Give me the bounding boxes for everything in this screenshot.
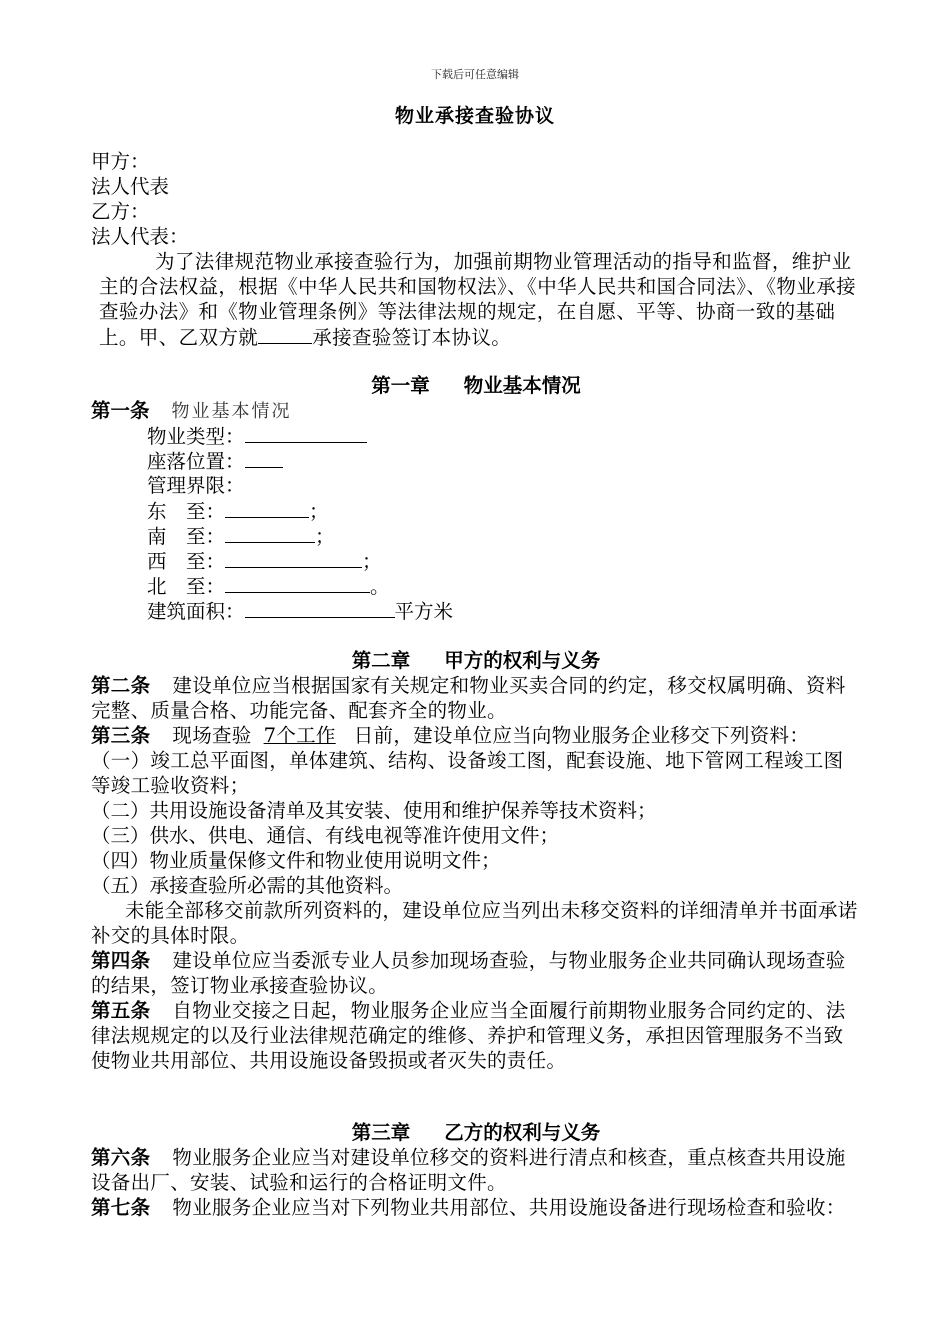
article-6-label: 第六条 (91, 1146, 151, 1169)
west-semicolon: ； (362, 550, 382, 573)
article-4-text: 建设单位应当委派专业人员参加现场查验，与物业服务企业共同确认现场查验的结果，签订物业承接查验协议。 (91, 949, 846, 997)
preamble-tail: 承接查验签订本协议。 (312, 326, 512, 349)
east-semicolon: ； (309, 500, 329, 523)
east-row (91, 498, 861, 523)
north-label: 北 至： (147, 575, 226, 598)
party-b-line: 乙方： (91, 200, 150, 223)
chapter-1-heading (91, 373, 861, 398)
article-4 (91, 948, 861, 998)
article-3-item-1: （一）竣工总平面图，单体建筑、结构、设备竣工图，配套设施、地下管网工程竣工图等竣工验收资料； (91, 749, 844, 797)
article-3-filled-days: 7个工作 (263, 724, 336, 747)
property-type-row (91, 423, 861, 448)
document-title: 物业承接查验协议 (394, 105, 555, 127)
article-1-heading (91, 398, 861, 423)
article-6-text: 物业服务企业应当对建设单位移交的资料进行清点和核查，重点核查共用设施设备出厂、安装、试验和运行的合格证明文件。 (91, 1146, 846, 1194)
legal-rep-a-line: 法人代表 (91, 175, 170, 198)
chapter-2-section (91, 648, 861, 1073)
article-3-item-2: （二）共用设施设备清单及其安装、使用和维护保养等技术资料； (91, 799, 657, 822)
chapter-1-section (91, 373, 861, 623)
area-label: 建筑面积： (147, 600, 245, 623)
north-period: 。 (370, 575, 390, 598)
area-unit: 平方米 (394, 600, 454, 623)
location-row (91, 448, 861, 473)
article-2-label: 第二条 (91, 674, 151, 697)
preamble-text: 为了法律规范物业承接查验行为，加强前期物业管理活动的指导和监督，维护业主的合法权益，根据《中华人民共和国物权法》、《中华人民共和国合同法》、《物业承接查验办法》和《物业管理条例》等法律法规的规定，在自愿、平等、协商一致的基础上。甲、乙双方就 (99, 250, 857, 349)
east-label: 东 至： (147, 500, 226, 523)
article-3-item-4: （四）物业质量保修文件和物业使用说明文件； (91, 849, 501, 872)
north-row (91, 573, 861, 598)
west-label: 西 至： (147, 550, 226, 573)
article-2-text: 建设单位应当根据国家有关规定和物业买卖合同的约定，移交权属明确、资料完整、质量合格、功能完备、配套齐全的物业。 (91, 674, 846, 722)
location-blank (245, 448, 283, 468)
article-5 (91, 998, 861, 1073)
area-blank (245, 598, 395, 618)
article-3-item-3: （三）供水、供电、通信、有线电视等准许使用文件； (91, 824, 560, 847)
west-row (91, 548, 861, 573)
article-7-text: 物业服务企业应当对下列物业共用部位、共用设施设备进行现场检查和验收： (172, 1196, 846, 1219)
article-1-label: 第一条 (91, 399, 150, 422)
chapter-3-title: 乙方的权利与义务 (444, 1121, 601, 1144)
project-name-blank (258, 324, 312, 344)
article-7-label: 第七条 (91, 1196, 151, 1219)
legal-rep-b-line: 法人代表： (91, 225, 189, 248)
article-3-text-a: 现场查验 (172, 724, 252, 747)
article-4-label: 第四条 (91, 949, 151, 972)
chapter-2-title: 甲方的权利与义务 (444, 649, 601, 672)
article-5-text: 自物业交接之日起，物业服务企业应当全面履行前期物业服务合同约定的、法律法规规定的以及行业法律规范确定的维修、养护和管理义务，承担因管理服务不当致使物业共用部位、共用设施设备毁损或者灭失的责任。 (91, 999, 846, 1072)
article-6 (91, 1145, 861, 1195)
chapter-3-label: 第三章 (351, 1121, 411, 1144)
property-type-label: 物业类型： (147, 425, 245, 448)
article-5-label: 第五条 (91, 999, 151, 1022)
north-blank (225, 573, 370, 593)
south-semicolon: ； (315, 525, 335, 548)
article-3-label: 第三条 (91, 724, 151, 747)
chapter-1-label: 第一章 (371, 374, 430, 397)
property-type-blank (245, 423, 367, 443)
chapter-3-heading (91, 1120, 861, 1145)
preamble-paragraph (91, 249, 861, 350)
chapter-2-label: 第二章 (351, 649, 411, 672)
boundary-row: 管理界限： (147, 474, 245, 497)
header-note: 下载后可任意编辑 (431, 68, 519, 81)
article-3 (91, 723, 861, 748)
chapter-2-heading (91, 648, 861, 673)
chapter-3-section (91, 1120, 861, 1220)
east-blank (225, 498, 309, 518)
parties-block (91, 149, 861, 350)
south-blank (225, 523, 315, 543)
south-label: 南 至： (147, 525, 226, 548)
south-row (91, 523, 861, 548)
article-3-item-5: （五）承接查验所必需的其他资料。 (91, 874, 404, 897)
article-1-title: 物业基本情况 (171, 401, 292, 422)
article-2 (91, 673, 861, 723)
party-a-line: 甲方： (91, 150, 150, 173)
article-3-note: 未能全部移交前款所列资料的，建设单位应当列出未移交资料的详细清单并书面承诺补交的具体时限。 (91, 899, 858, 947)
chapter-1-title: 物业基本情况 (463, 374, 581, 397)
area-row (91, 598, 861, 623)
article-7 (91, 1195, 861, 1220)
article-3-text-b: 日前，建设单位应当向物业服务企业移交下列资料： (353, 724, 810, 747)
location-label: 座落位置： (147, 450, 245, 473)
west-blank (225, 548, 362, 568)
